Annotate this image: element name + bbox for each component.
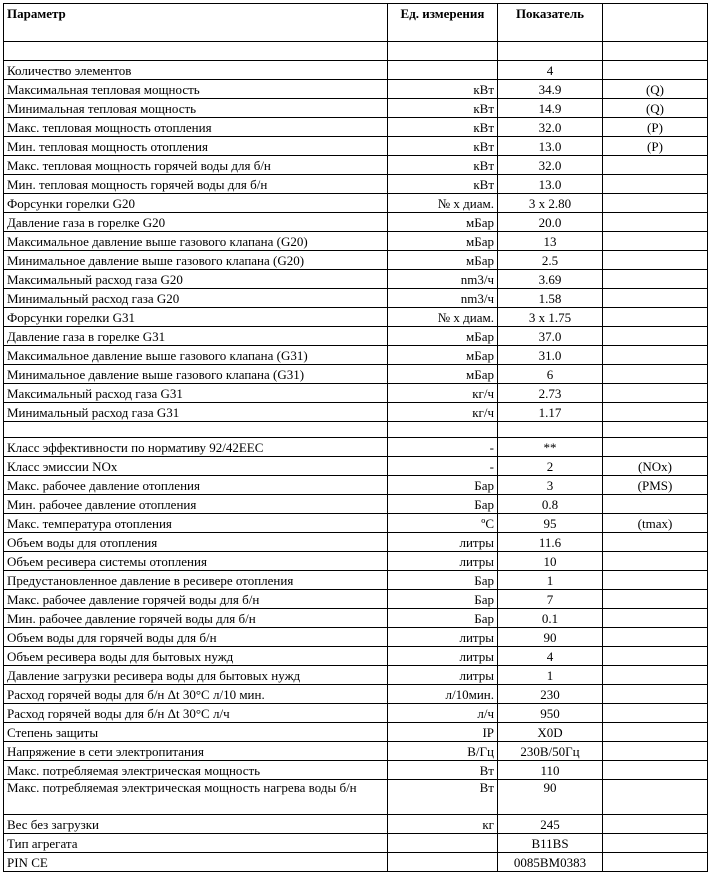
note-cell: (tmax) (603, 514, 708, 533)
table-section-spacer (4, 422, 708, 438)
unit-cell: мБар (388, 213, 498, 232)
param-cell: Макс. потребляемая электрическая мощность нагрева воды б/н (4, 780, 388, 815)
value-cell: 4 (498, 647, 603, 666)
unit-cell: Бар (388, 476, 498, 495)
note-cell (603, 590, 708, 609)
value-cell: 13.0 (498, 137, 603, 156)
value-cell: X0D (498, 723, 603, 742)
value-cell: 0.1 (498, 609, 603, 628)
value-cell: 32.0 (498, 156, 603, 175)
note-cell (603, 495, 708, 514)
table-row (4, 590, 708, 609)
table-row (4, 327, 708, 346)
value-cell: 1 (498, 666, 603, 685)
param-cell: Количество элементов (4, 61, 388, 80)
note-cell (603, 552, 708, 571)
note-cell (603, 175, 708, 194)
value-cell: 2.73 (498, 384, 603, 403)
unit-cell: Бар (388, 590, 498, 609)
value-cell: 950 (498, 704, 603, 723)
header-param: Параметр (4, 4, 388, 42)
value-cell: 1 (498, 571, 603, 590)
note-cell (603, 270, 708, 289)
unit-cell: кВт (388, 175, 498, 194)
value-cell: 6 (498, 365, 603, 384)
unit-cell: № х диам. (388, 194, 498, 213)
table-row (4, 514, 708, 533)
param-cell: Степень защиты (4, 723, 388, 742)
table-row (4, 571, 708, 590)
table-row (4, 533, 708, 552)
note-cell (603, 156, 708, 175)
param-cell: Напряжение в сети электропитания (4, 742, 388, 761)
param-cell: Давление газа в горелке G31 (4, 327, 388, 346)
unit-cell: мБар (388, 232, 498, 251)
table-row (4, 609, 708, 628)
value-cell: 1.17 (498, 403, 603, 422)
note-cell (603, 289, 708, 308)
value-cell: 230В/50Гц (498, 742, 603, 761)
unit-cell: литры (388, 666, 498, 685)
note-cell (603, 780, 708, 815)
value-cell (498, 42, 603, 61)
table-row (4, 457, 708, 476)
unit-cell (388, 834, 498, 853)
value-cell: 13 (498, 232, 603, 251)
header-value: Показатель (498, 4, 603, 42)
table-row (4, 495, 708, 514)
table-row (4, 438, 708, 457)
note-cell (603, 327, 708, 346)
table-row (4, 80, 708, 99)
table-row (4, 270, 708, 289)
param-cell: Максимальное давление выше газового клапана (G20) (4, 232, 388, 251)
table-section-general (4, 438, 708, 872)
table-row (4, 815, 708, 834)
param-cell: Минимальный расход газа G31 (4, 403, 388, 422)
param-cell (4, 42, 388, 61)
note-cell (603, 213, 708, 232)
table-row (4, 137, 708, 156)
note-cell (603, 384, 708, 403)
note-cell (603, 42, 708, 61)
table-row (4, 156, 708, 175)
header-unit: Ед. измерения (388, 4, 498, 42)
table-row (4, 403, 708, 422)
note-cell (603, 251, 708, 270)
unit-cell: кВт (388, 137, 498, 156)
value-cell: 0085BM0383 (498, 853, 603, 872)
param-cell: Вес без загрузки (4, 815, 388, 834)
unit-cell: мБар (388, 346, 498, 365)
note-cell (603, 704, 708, 723)
note-cell (603, 438, 708, 457)
table-header-row (4, 4, 708, 42)
value-cell: 2 (498, 457, 603, 476)
unit-cell: л/ч (388, 704, 498, 723)
header-note (603, 4, 708, 42)
table-row (4, 666, 708, 685)
param-cell: Минимальная тепловая мощность (4, 99, 388, 118)
value-cell: 13.0 (498, 175, 603, 194)
table-row (4, 232, 708, 251)
note-cell (603, 723, 708, 742)
table-row (4, 647, 708, 666)
param-cell: Максимальная тепловая мощность (4, 80, 388, 99)
param-cell: Макс. тепловая мощность отопления (4, 118, 388, 137)
value-cell: 10 (498, 552, 603, 571)
value-cell: 32.0 (498, 118, 603, 137)
unit-cell: - (388, 438, 498, 457)
table-row (4, 685, 708, 704)
note-cell (603, 308, 708, 327)
value-cell: 11.6 (498, 533, 603, 552)
param-cell: Мин. рабочее давление отопления (4, 495, 388, 514)
value-cell: 3.69 (498, 270, 603, 289)
note-cell (603, 815, 708, 834)
unit-cell: л/10мин. (388, 685, 498, 704)
param-cell: Предустановленное давление в ресивере отопления (4, 571, 388, 590)
param-cell: Макс. температура отопления (4, 514, 388, 533)
table-row (4, 853, 708, 872)
param-cell: Объем воды для отопления (4, 533, 388, 552)
note-cell: (Q) (603, 80, 708, 99)
param-cell: Мин. рабочее давление горячей воды для б/н (4, 609, 388, 628)
unit-cell: кВт (388, 156, 498, 175)
note-cell (603, 647, 708, 666)
param-cell: Минимальное давление выше газового клапана (G20) (4, 251, 388, 270)
unit-cell: Вт (388, 780, 498, 815)
table-section-gas (4, 42, 708, 422)
value-cell: 110 (498, 761, 603, 780)
note-cell (603, 194, 708, 213)
value-cell: 90 (498, 780, 603, 815)
table-row (4, 742, 708, 761)
unit-cell: Бар (388, 495, 498, 514)
param-cell: Давление загрузки ресивера воды для бытовых нужд (4, 666, 388, 685)
value-cell: 34.9 (498, 80, 603, 99)
param-cell: Класс эффективности по нормативу 92/42EEC (4, 438, 388, 457)
table-row (4, 99, 708, 118)
spec-page (3, 3, 707, 872)
table-row (4, 61, 708, 80)
value-cell: 7 (498, 590, 603, 609)
value-cell: 95 (498, 514, 603, 533)
param-cell: Макс. рабочее давление отопления (4, 476, 388, 495)
unit-cell: nm3/ч (388, 270, 498, 289)
note-cell (603, 742, 708, 761)
table-row (4, 42, 708, 61)
unit-cell: мБар (388, 251, 498, 270)
unit-cell: В/Гц (388, 742, 498, 761)
value-cell: 245 (498, 815, 603, 834)
param-cell: PIN CE (4, 853, 388, 872)
value-cell: 1.58 (498, 289, 603, 308)
table-row (4, 384, 708, 403)
value-cell: 31.0 (498, 346, 603, 365)
value-cell: 3 х 2.80 (498, 194, 603, 213)
note-cell (603, 853, 708, 872)
param-cell: Макс. тепловая мощность горячей воды для б/н (4, 156, 388, 175)
unit-cell: Бар (388, 609, 498, 628)
unit-cell: кВт (388, 80, 498, 99)
param-cell: Класс эмиссии NOx (4, 457, 388, 476)
table-row (4, 780, 708, 815)
unit-cell: IP (388, 723, 498, 742)
note-cell (603, 666, 708, 685)
table-row (4, 251, 708, 270)
value-cell: 3 (498, 476, 603, 495)
note-cell (603, 365, 708, 384)
spacer-row (4, 422, 708, 438)
note-cell (603, 232, 708, 251)
param-cell: Форсунки горелки G20 (4, 194, 388, 213)
value-cell: 37.0 (498, 327, 603, 346)
unit-cell (388, 853, 498, 872)
note-cell (603, 628, 708, 647)
value-cell: 4 (498, 61, 603, 80)
unit-cell: литры (388, 533, 498, 552)
unit-cell (388, 42, 498, 61)
param-cell: Максимальный расход газа G31 (4, 384, 388, 403)
param-cell: Форсунки горелки G31 (4, 308, 388, 327)
unit-cell: мБар (388, 365, 498, 384)
value-cell: 20.0 (498, 213, 603, 232)
unit-cell: литры (388, 552, 498, 571)
unit-cell: кг/ч (388, 384, 498, 403)
unit-cell: кг (388, 815, 498, 834)
value-cell: 2.5 (498, 251, 603, 270)
table-row (4, 365, 708, 384)
param-cell: Минимальный расход газа G20 (4, 289, 388, 308)
table-row (4, 476, 708, 495)
note-cell: (NOx) (603, 457, 708, 476)
note-cell (603, 685, 708, 704)
table-row (4, 308, 708, 327)
unit-cell: Вт (388, 761, 498, 780)
value-cell: 230 (498, 685, 603, 704)
note-cell (603, 834, 708, 853)
specifications-table (3, 3, 708, 872)
note-cell: (P) (603, 137, 708, 156)
param-cell: Давление газа в горелке G20 (4, 213, 388, 232)
unit-cell: ºC (388, 514, 498, 533)
param-cell: Объем воды для горячей воды для б/н (4, 628, 388, 647)
param-cell: Макс. рабочее давление горячей воды для б/н (4, 590, 388, 609)
param-cell: Макс. потребляемая электрическая мощность (4, 761, 388, 780)
value-cell: B11BS (498, 834, 603, 853)
table-row (4, 723, 708, 742)
table-row (4, 346, 708, 365)
table-row (4, 704, 708, 723)
param-cell: Мин. тепловая мощность отопления (4, 137, 388, 156)
note-cell: (P) (603, 118, 708, 137)
note-cell: (Q) (603, 99, 708, 118)
note-cell (603, 346, 708, 365)
table-row (4, 289, 708, 308)
note-cell (603, 571, 708, 590)
unit-cell: Бар (388, 571, 498, 590)
note-cell (603, 61, 708, 80)
table-row (4, 213, 708, 232)
unit-cell: литры (388, 647, 498, 666)
param-cell: Расход горячей воды для б/н Δt 30°C л/10 мин. (4, 685, 388, 704)
note-cell: (PMS) (603, 476, 708, 495)
value-cell: 14.9 (498, 99, 603, 118)
table-row (4, 834, 708, 853)
param-cell: Максимальное давление выше газового клапана (G31) (4, 346, 388, 365)
table-row (4, 628, 708, 647)
note-cell (603, 609, 708, 628)
unit-cell: мБар (388, 327, 498, 346)
note-cell (603, 761, 708, 780)
table-row (4, 118, 708, 137)
value-cell: 0.8 (498, 495, 603, 514)
unit-cell: литры (388, 628, 498, 647)
param-cell: Тип агрегата (4, 834, 388, 853)
unit-cell: nm3/ч (388, 289, 498, 308)
table-row (4, 761, 708, 780)
table-row (4, 175, 708, 194)
table-row (4, 552, 708, 571)
table-row (4, 194, 708, 213)
unit-cell: кВт (388, 118, 498, 137)
param-cell: Объем ресивера системы отопления (4, 552, 388, 571)
param-cell: Расход горячей воды для б/н Δt 30°C л/ч (4, 704, 388, 723)
value-cell: 3 х 1.75 (498, 308, 603, 327)
unit-cell: кВт (388, 99, 498, 118)
unit-cell: кг/ч (388, 403, 498, 422)
param-cell: Объем ресивера воды для бытовых нужд (4, 647, 388, 666)
param-cell: Минимальное давление выше газового клапана (G31) (4, 365, 388, 384)
value-cell: 90 (498, 628, 603, 647)
unit-cell (388, 61, 498, 80)
param-cell: Мин. тепловая мощность горячей воды для б/н (4, 175, 388, 194)
note-cell (603, 533, 708, 552)
param-cell: Максимальный расход газа G20 (4, 270, 388, 289)
unit-cell: № х диам. (388, 308, 498, 327)
note-cell (603, 403, 708, 422)
value-cell: ** (498, 438, 603, 457)
unit-cell: - (388, 457, 498, 476)
